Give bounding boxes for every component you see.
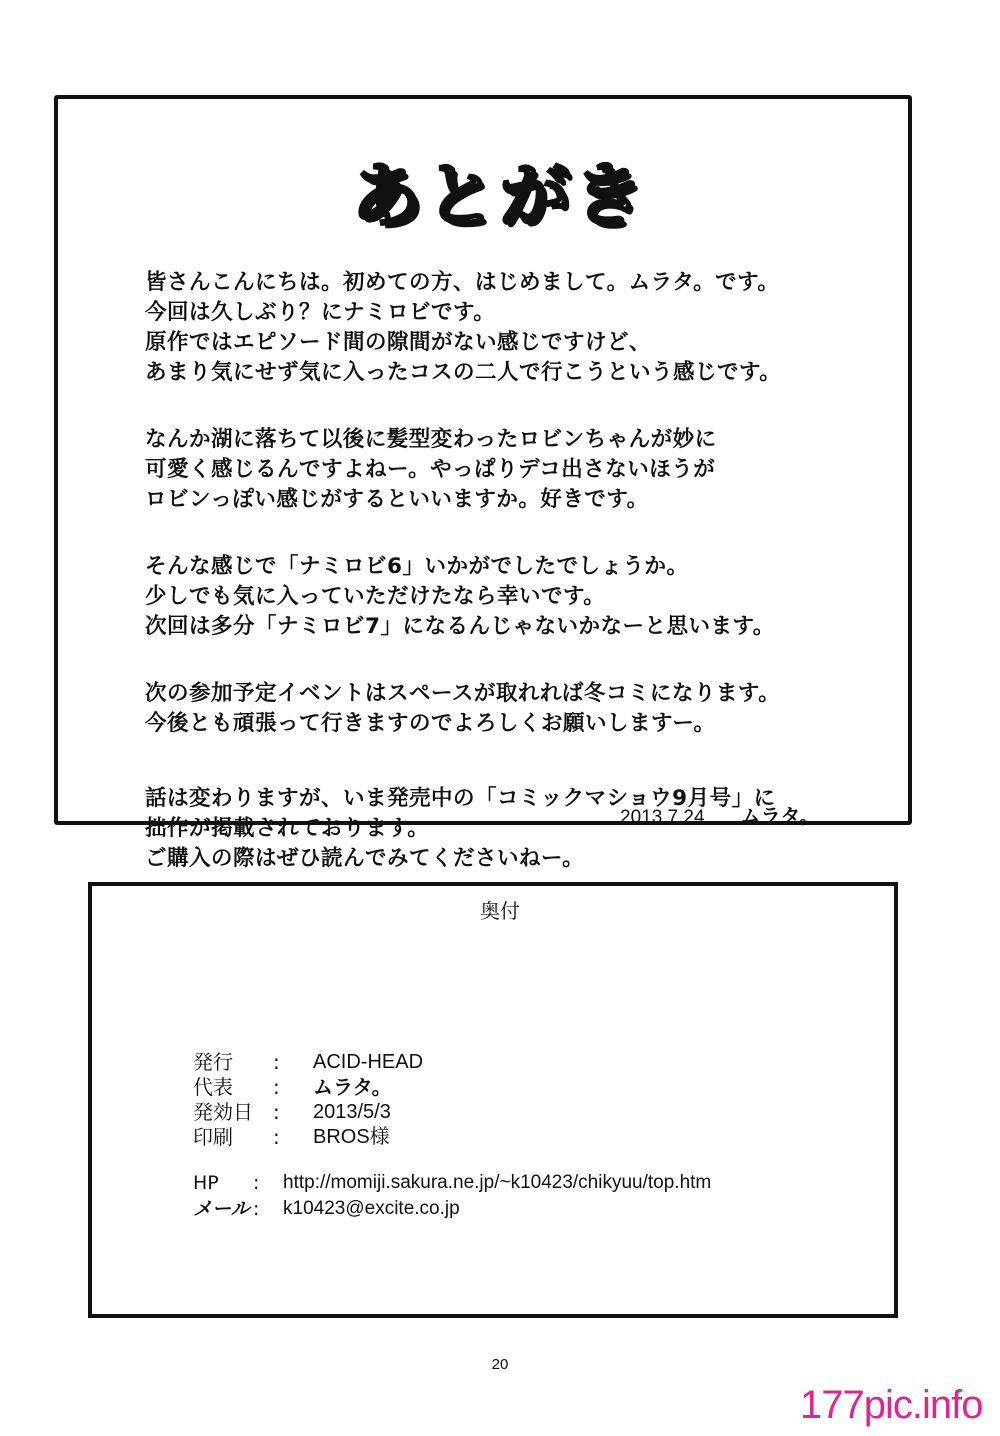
colophon-row-representative xyxy=(193,1075,423,1100)
colophon-row-homepage xyxy=(193,1170,711,1196)
text-line: 皆さんこんにちは。初めての方、はじめまして。ムラタ。です。 xyxy=(145,270,780,295)
colophon-row-printer xyxy=(193,1125,423,1150)
signature xyxy=(620,800,819,829)
watermark: 177pic.info xyxy=(800,1383,983,1427)
colophon-title: 奥付 xyxy=(480,899,520,923)
row-separator: : xyxy=(253,1198,260,1220)
row-key: HP xyxy=(193,1172,219,1194)
row-value: 2013/5/3 xyxy=(313,1101,391,1123)
row-separator: : xyxy=(253,1172,260,1194)
text-line: 今回は久しぶり？にナミロビです。 xyxy=(145,300,496,325)
text-line: あまり気にせず気に入ったコスの二人で行こうという感じです。 xyxy=(145,360,782,385)
text-line: 可愛く感じるんですよねー。やっぱりデコ出さないほうが xyxy=(145,457,716,482)
paragraph-1 xyxy=(145,268,865,388)
colophon-links xyxy=(193,1170,711,1222)
row-key: 代表 xyxy=(193,1075,233,1099)
homepage-url: http://momiji.sakura.ne.jp/~k10423/chikyuu/top.htm xyxy=(283,1172,712,1193)
row-separator: : xyxy=(273,1050,280,1074)
row-value: ムラタ。 xyxy=(313,1075,392,1099)
paragraph-2 xyxy=(145,425,865,515)
text-line: 今後とも頑張って行きますのでよろしくお願いしますー。 xyxy=(145,711,716,736)
row-separator: : xyxy=(273,1125,280,1149)
page-number: 20 xyxy=(491,1356,509,1373)
afterword-title: あとがき xyxy=(352,155,648,237)
paragraph-3 xyxy=(145,552,865,642)
row-value: BROS様 xyxy=(313,1126,390,1148)
paragraph-4 xyxy=(145,679,865,739)
row-key: 印刷 xyxy=(193,1125,233,1149)
text-line: ご購入の際はぜひ読んでみてくださいねー。 xyxy=(145,846,585,871)
paragraph-5 xyxy=(145,784,865,874)
signature-name: ムラタ。 xyxy=(740,804,820,828)
text-line: 拙作が掲載されております。 xyxy=(145,816,430,841)
row-separator: : xyxy=(273,1100,280,1124)
row-value: ACID-HEAD xyxy=(313,1051,424,1073)
text-line: 話は変わりますが、いま発売中の「コミックマショウ9月号」に xyxy=(145,786,776,811)
colophon-row-publisher xyxy=(193,1050,423,1075)
text-line: 原作ではエピソード間の隙間がない感じですけど、 xyxy=(145,330,652,355)
colophon-row-email xyxy=(193,1196,711,1222)
text-line: 次の参加予定イベントはスペースが取れれば冬コミになります。 xyxy=(145,681,781,706)
text-line: ロビンっぽい感じがするといいますか。好きです。 xyxy=(145,487,649,512)
row-key: 発行 xyxy=(193,1050,233,1074)
text-line: なんか湖に落ちて以後に髪型変わったロビンちゃんが妙に xyxy=(145,427,717,452)
email-address: k10423@excite.co.jp xyxy=(283,1198,460,1219)
colophon-row-date xyxy=(193,1100,423,1125)
text-line: 少しでも気に入っていただけたなら幸いです。 xyxy=(145,584,606,609)
row-separator: : xyxy=(273,1075,280,1099)
colophon-details xyxy=(193,1050,423,1150)
row-key: 発効日 xyxy=(193,1100,253,1124)
signature-date: 2013.7.24 xyxy=(620,807,705,828)
row-key: メール xyxy=(193,1198,250,1220)
text-line: 次回は多分「ナミロビ7」になるんじゃないかなーと思います。 xyxy=(145,614,775,639)
text-line: そんな感じで「ナミロビ6」いかがでしたでしょうか。 xyxy=(145,554,689,579)
